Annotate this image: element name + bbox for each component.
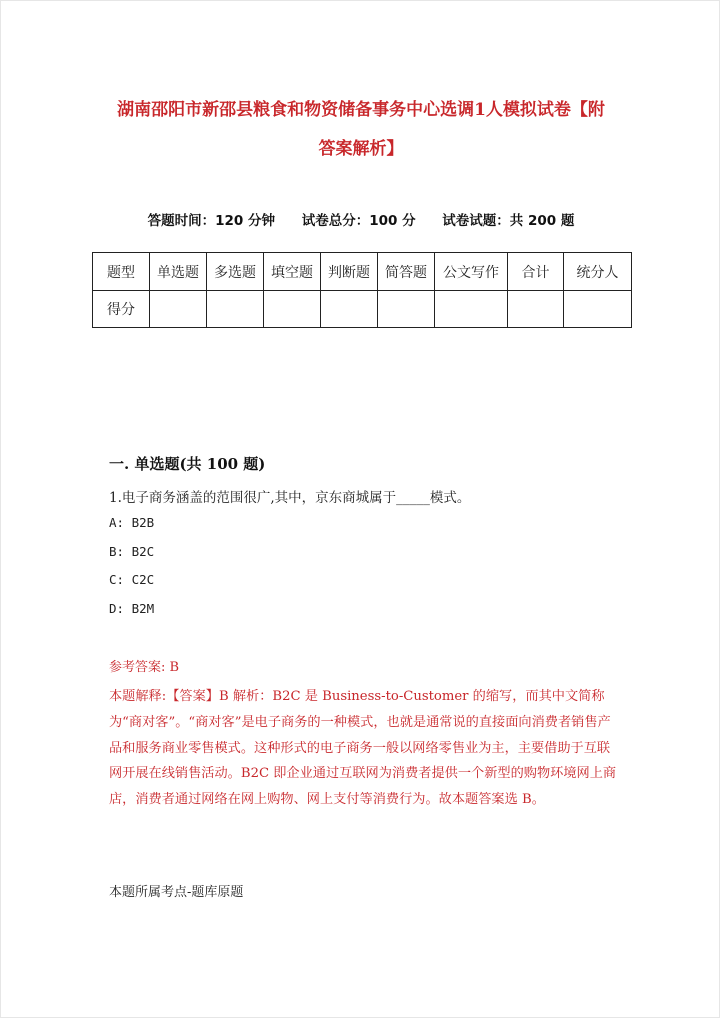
exam-time: 答题时间：120 分钟 — [147, 213, 275, 229]
document-title-line2: 答案解析】 — [318, 139, 404, 159]
score-cell — [321, 291, 378, 328]
score-table-header-cell: 单选题 — [150, 253, 207, 291]
score-table-header-cell: 判断题 — [321, 253, 378, 291]
exam-total-score: 试卷总分：100 分 — [301, 213, 416, 229]
option-b: B: B2C — [109, 544, 155, 559]
option-a: A: B2B — [109, 515, 155, 530]
score-table — [92, 252, 632, 328]
question-source: 本题所属考点-题库原题 — [109, 885, 244, 900]
score-cell — [564, 291, 632, 328]
score-table-header-cell: 填空题 — [264, 253, 321, 291]
option-c: C: C2C — [109, 572, 155, 587]
option-d: D: B2M — [109, 601, 155, 616]
section-title: 一. 单选题(共 100 题) — [109, 455, 266, 473]
exam-question-count: 试卷试题：共 200 题 — [442, 213, 575, 229]
score-cell — [207, 291, 264, 328]
score-cell — [508, 291, 564, 328]
score-table-header-cell: 公文写作 — [435, 253, 508, 291]
score-cell — [150, 291, 207, 328]
score-cell — [378, 291, 435, 328]
score-cell — [264, 291, 321, 328]
document-title-line1: 湖南邵阳市新邵县粮食和物资储备事务中心选调1人模拟试卷【附 — [117, 100, 605, 120]
reference-answer: 参考答案: B — [109, 660, 180, 675]
score-table-row-label: 得分 — [93, 291, 150, 328]
score-table-header-cell: 简答题 — [378, 253, 435, 291]
score-table-header-row — [93, 253, 632, 291]
score-table-header-cell: 合计 — [508, 253, 564, 291]
score-table-header-cell: 统分人 — [564, 253, 632, 291]
answer-explanation: 本题解释:【答案】B 解析：B2C 是 Business-to-Customer 的缩写，而其中文简称为“商对客”。“商对客”是电子商务的一种模式，也就是通常说的直接面向消费者销售产品和服务商业零售模式。这种形式的电子商务一般以网络零售业为主，主要借助于互联网开展在线销售活动。B2C 即企业通过互联网为消费者提供一个新型的购物环境网上商店，消费者通过网络在网上购物、网上支付等消费行为。故本题答案选 B。 — [109, 689, 617, 808]
question-stem: 1.电子商务涵盖的范围很广,其中，京东商城属于_____模式。 — [109, 490, 471, 506]
exam-meta — [1, 209, 720, 229]
score-table-score-row — [93, 291, 632, 328]
score-cell — [435, 291, 508, 328]
score-table-header-cell: 多选题 — [207, 253, 264, 291]
score-table-header-cell: 题型 — [93, 253, 150, 291]
